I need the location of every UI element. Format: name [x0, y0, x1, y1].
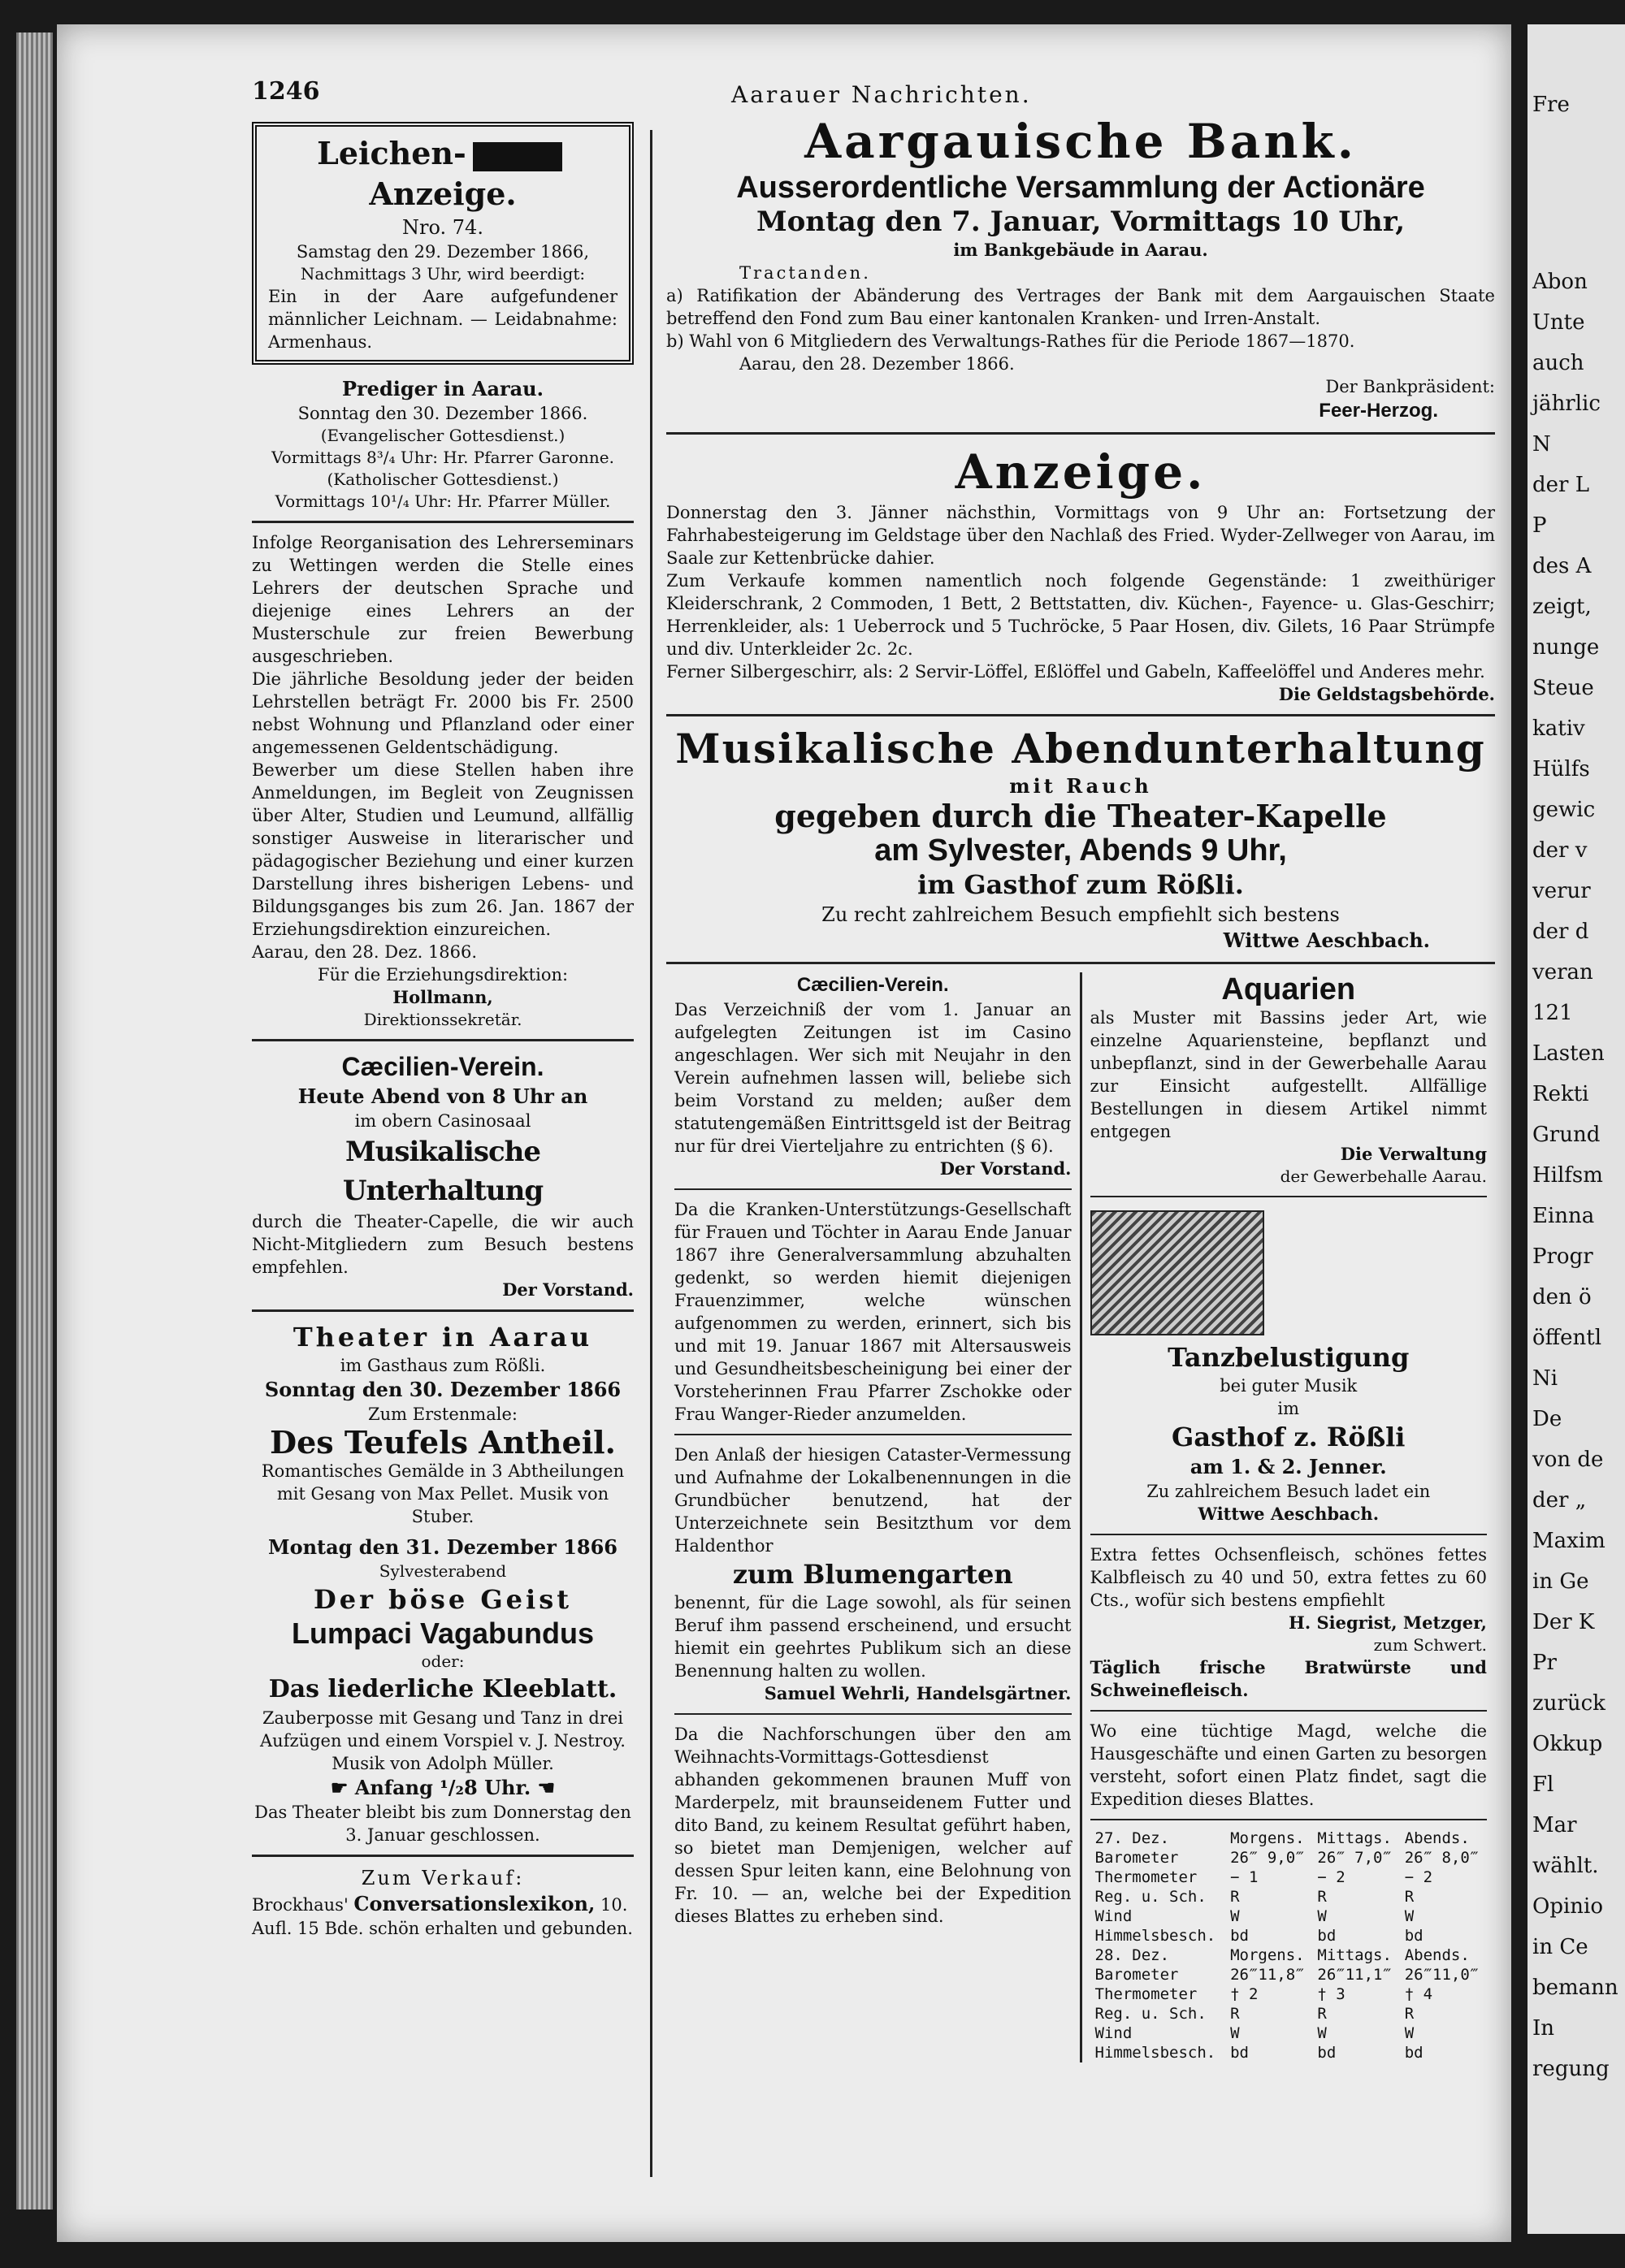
adjacent-page-text: P: [1532, 513, 1547, 538]
weather-col: Morgens.: [1230, 1946, 1305, 1964]
theater-note: Das Theater bleibt bis zum Donnerstag den 3. Januar geschlossen.: [254, 1803, 631, 1845]
weather-cell: Wind: [1094, 2024, 1133, 2042]
adjacent-page-text: zurück: [1532, 1691, 1606, 1716]
auction-title: Anzeige.: [955, 444, 1207, 500]
garden-name: zum Blumengarten: [732, 1559, 1013, 1590]
garden-body2: benennt, für die Lage sowohl, als für seinen Beruf ihm passend erscheinend, und ersucht hiemit ein geehrtes Publikum sich an diese Benennung halten zu wollen.: [674, 1593, 1072, 1681]
caecilien-right-title: Cæcilien-Verein.: [796, 974, 949, 996]
caecilien-left-where: im obern Casinosaal: [354, 1111, 531, 1131]
weather-cell: R: [1317, 1888, 1327, 1906]
aquarien-body: als Muster mit Bassins jeder Art, wie einzelne Aquariensteine, bepflanzt und unbepflanzt, sind in der Gewerbehalle Aarau zur Einsicht aufgestellt. Allfällige Bestellungen in diesem Artikel nimmt entgegen: [1090, 1008, 1487, 1141]
caecilien-left-notice: [252, 1050, 634, 1301]
bank-place-date: Aarau, den 28. Dezember 1866.: [739, 354, 1015, 374]
weather-cell: W: [1317, 1907, 1327, 1925]
weather-row: [1090, 2043, 1488, 2062]
divider: [1090, 1819, 1488, 1820]
weather-cell: 26‴11,1‴: [1317, 1966, 1392, 1984]
theater-eve: Sylvesterabend: [379, 1561, 507, 1581]
dance-line2: im: [1277, 1399, 1300, 1418]
adjacent-page-text: kativ: [1532, 716, 1585, 741]
adjacent-page-text: auch: [1532, 351, 1584, 375]
concert-where: im Gasthof zum Rößli.: [917, 869, 1244, 900]
adjacent-page-text: Opinio: [1532, 1894, 1603, 1919]
seminar-date: Aarau, den 28. Dez. 1866.: [252, 942, 478, 962]
funeral-line: Nachmittags 3 Uhr, wird beerdigt:: [300, 264, 586, 284]
preachers-line: (Katholischer Gottesdienst.): [327, 470, 559, 489]
weather-cell: Barometer: [1094, 1966, 1179, 1984]
theater-first: Zum Erstenmale:: [368, 1405, 518, 1424]
concert-notice: [666, 725, 1495, 954]
adjacent-page-text: Fl: [1532, 1772, 1554, 1797]
butcher-sign: H. Siegrist, Metzger,: [1289, 1612, 1487, 1633]
seminar-notice: [252, 531, 634, 1031]
weather-cell: † 2: [1230, 1985, 1259, 2003]
concert-when: am Sylvester, Abends 9 Uhr,: [874, 833, 1287, 868]
weather-header-row: [1090, 1946, 1488, 1965]
adjacent-page-text: des A: [1532, 554, 1592, 578]
adjacent-page-text: Okkup: [1532, 1732, 1603, 1756]
weather-row: [1090, 1868, 1488, 1887]
weather-cell: bd: [1404, 2044, 1424, 2062]
weather-row: [1090, 1926, 1488, 1946]
concert-with: mit Rauch: [1009, 774, 1152, 798]
theater-play1-desc: Romantisches Gemälde in 3 Abtheilungen mit Gesang von Max Pellet. Musik von Stuber.: [261, 1461, 625, 1526]
adjacent-page-text: Rekti: [1532, 1082, 1589, 1106]
preachers-notice: [252, 376, 634, 513]
theater-play2-desc: Zauberposse mit Gesang und Tanz in drei Aufzügen und einem Vorspiel v. J. Nestroy. Musik von Adolph Müller.: [260, 1708, 626, 1773]
weather-cell: bd: [1230, 2044, 1249, 2062]
weather-row: [1090, 1848, 1488, 1868]
weather-cell: R: [1230, 2005, 1240, 2023]
funeral-title: [268, 133, 618, 214]
divider: [252, 521, 634, 523]
garden-body: Den Anlaß der hiesigen Cataster-Vermessung und Aufnahme der Lokalbenennungen in die Grundbücher benutzend, hat der Unterzeichnete sein Besitzthum vor dem Haldenthor: [674, 1445, 1072, 1556]
concert-title: Musikalische Abendunterhaltung: [675, 725, 1486, 773]
running-title: Aarauer Nachrichten.: [731, 81, 1032, 108]
butcher-sign2: zum Schwert.: [1373, 1635, 1487, 1655]
weather-cell: − 2: [1404, 1868, 1433, 1886]
weather-cell: R: [1230, 1888, 1240, 1906]
divider: [674, 1434, 1072, 1435]
adjacent-page-text: nunge: [1532, 635, 1600, 660]
weather-cell: Wind: [1094, 1907, 1133, 1925]
weather-cell: W: [1317, 2024, 1327, 2042]
weather-cell: 26‴ 7,0‴: [1317, 1849, 1392, 1867]
subcolumn-b: [1080, 972, 1496, 2062]
weather-cell: W: [1230, 1907, 1240, 1925]
aquarien-sign: Die Verwaltung: [1340, 1144, 1487, 1164]
weather-cell: R: [1404, 2005, 1415, 2023]
divider: [666, 432, 1495, 435]
dance-place: Gasthof z. Rößli: [1172, 1422, 1406, 1452]
adjacent-page-text: Pr: [1532, 1651, 1557, 1675]
adjacent-page-text: Grund: [1532, 1123, 1601, 1147]
preachers-line: Vormittags 10¹/₄ Uhr: Hr. Pfarrer Müller.: [275, 491, 611, 511]
adjacent-page-text: veran: [1532, 960, 1593, 985]
weather-cell: − 1: [1230, 1868, 1259, 1886]
adjacent-page-text: gewic: [1532, 798, 1596, 822]
adjacent-page-text: 121: [1532, 1001, 1573, 1025]
adjacent-page-text: der v: [1532, 838, 1588, 863]
weather-cell: Himmelsbesch.: [1094, 1927, 1216, 1945]
weather-cell: Himmelsbesch.: [1094, 2044, 1216, 2062]
theater-or: oder:: [421, 1651, 465, 1671]
theater-date2: Montag den 31. Dezember 1866: [268, 1535, 618, 1559]
mourning-block: [473, 142, 562, 171]
dance-notice: [1090, 1205, 1488, 1454]
adjacent-page-text: Unte: [1532, 310, 1585, 335]
adjacent-page-text: Einna: [1532, 1204, 1595, 1228]
weather-row: [1090, 2023, 1488, 2043]
theater-play1: Des Teufels Antheil.: [270, 1424, 616, 1461]
weather-cell: 26‴11,8‴: [1230, 1966, 1305, 1984]
preachers-date: Sonntag den 30. Dezember 1866.: [297, 404, 588, 423]
funeral-line: Samstag den 29. Dezember 1866,: [296, 242, 590, 262]
adjacent-page-text: In: [1532, 2016, 1555, 2041]
weather-cell: W: [1230, 2024, 1240, 2042]
seminar-role: Direktionssekretär.: [363, 1010, 522, 1029]
adjacent-page-fragment: [1528, 24, 1625, 2234]
theater-start: [252, 1775, 634, 1801]
weather-col: Mittags.: [1317, 1829, 1392, 1847]
weather-cell: bd: [1404, 1927, 1424, 1945]
seminar-paragraph: Infolge Reorganisation des Lehrerseminars zu Wettingen werden die Stelle eines Lehrers der deutschen Sprache und diejenige eines Lehrers an der Musterschule zur freien Bewerbung ausgeschrieben.: [252, 533, 634, 666]
pointing-hand-icon: ☚: [531, 1776, 556, 1799]
funeral-notice: [252, 122, 634, 365]
adjacent-page-text: Hilfsm: [1532, 1163, 1603, 1188]
adjacent-page-text: bemann: [1532, 1976, 1618, 2000]
concert-by: gegeben durch die Theater-Kapelle: [774, 798, 1387, 834]
theater-play2-b: Lumpaci Vagabundus: [291, 1617, 595, 1650]
weather-cell: R: [1317, 2005, 1327, 2023]
caecilien-right-body: Das Verzeichniß der vom 1. Januar an aufgelegten Zeitungen ist im Casino angeschlagen. Wer sich mit Neujahr in den Verein aufnehmen lassen will, beliebe sich beim Vorstand zu melden; außer dem statutengemäßen Eintrittsgeld ist der Beitrag nur für drei Vierteljahre zu entrichten (§ 6).: [674, 1000, 1072, 1156]
weather-cell: Reg. u. Sch.: [1094, 2005, 1207, 2023]
weather-col: Mittags.: [1317, 1946, 1392, 1964]
adjacent-page-text: verur: [1532, 879, 1591, 903]
divider: [674, 1188, 1072, 1190]
weather-cell: † 4: [1404, 1985, 1433, 2003]
auction-notice: [666, 443, 1495, 706]
adjacent-page-text: Maxim: [1532, 1529, 1606, 1553]
concert-sign: Wittwe Aeschbach.: [1223, 928, 1430, 952]
adjacent-page-text: der d: [1532, 920, 1589, 944]
adjacent-page-text: jährlic: [1532, 392, 1601, 416]
aquarien-sign2: der Gewerbehalle Aarau.: [1280, 1166, 1487, 1186]
adjacent-page-text: Mar: [1532, 1813, 1577, 1837]
weather-cell: 26‴ 8,0‴: [1404, 1849, 1480, 1867]
divider: [674, 1713, 1072, 1715]
weather-date: 28. Dez.: [1094, 1946, 1170, 1964]
theater-title: Theater in Aarau: [292, 1322, 593, 1353]
dance-title: Tanzbelustigung: [1168, 1342, 1410, 1373]
adjacent-page-text: Der K: [1532, 1610, 1595, 1634]
caecilien-left-sign: Der Vorstand.: [502, 1279, 634, 1300]
adjacent-page-text: den ö: [1532, 1285, 1592, 1309]
adjacent-page-text: Progr: [1532, 1244, 1593, 1269]
caecilien-right-sign: Der Vorstand.: [939, 1158, 1072, 1179]
weather-col: Abends.: [1404, 1946, 1470, 1964]
dance-invite: Zu zahlreichem Besuch ladet ein: [1146, 1482, 1431, 1501]
auction-p3: Ferner Silbergeschirr, als: 2 Servir-Löffel, Eßlöffel und Gabeln, Kaffeelöffel und Anderes mehr.: [666, 662, 1485, 682]
adjacent-page-text: N: [1532, 432, 1551, 457]
divider: [252, 1855, 634, 1857]
auction-sign: Die Geldstagsbehörde.: [1278, 684, 1495, 704]
weather-cell: bd: [1317, 1927, 1337, 1945]
sale-notice: [252, 1865, 634, 1940]
bank-place: im Bankgebäude in Aarau.: [953, 240, 1208, 260]
bank-date: Montag den 7. Januar, Vormittags 10 Uhr,: [756, 206, 1406, 238]
divider: [666, 962, 1495, 964]
weather-date: 27. Dez.: [1094, 1829, 1170, 1847]
weather-cell: bd: [1317, 2044, 1337, 2062]
divider: [1090, 1710, 1488, 1712]
weather-col: Abends.: [1404, 1829, 1470, 1847]
weather-cell: 26‴ 9,0‴: [1230, 1849, 1305, 1867]
muff-body: Da die Nachforschungen über den am Weihnachts-Vormittags-Gottesdienst abhanden gekommenen braunen Muff von Marderpelz, mit braunseidenem Futter und dito Band, zu keinem Resultat geführt haben, so bietet man Demjenigen, welcher auf dessen Spur leiten kann, eine Belohnung von Fr. 10. — an, welche bei der Expedition dieses Blattes zu erheben sind.: [674, 1725, 1072, 1926]
subcolumn-a: [666, 972, 1080, 2062]
bank-tractanden: Tractanden.: [739, 263, 871, 283]
weather-cell: † 3: [1317, 1985, 1346, 2003]
theater-notice: [252, 1320, 634, 1846]
pointing-hand-icon: ☛: [330, 1776, 355, 1799]
dance-line1: bei guter Musik: [1220, 1376, 1358, 1396]
seminar-signer: Hollmann,: [392, 987, 493, 1007]
column-divider: [650, 130, 652, 2177]
dance-sign: Wittwe Aeschbach.: [1198, 1504, 1380, 1524]
divider: [666, 714, 1495, 716]
theater-play2-a: Der böse Geist: [314, 1584, 572, 1615]
weather-table: [1090, 1829, 1488, 2062]
adjacent-page-text: von de: [1532, 1448, 1604, 1472]
seminar-paragraph: Die jährliche Besoldung jeder der beiden Lehrstellen beträgt Fr. 2000 bis Fr. 2500 nebst Wohnung und Pflanzland oder einer angemessenen Geldentschädigung.: [252, 669, 634, 757]
bank-name: Feer-Herzog.: [1319, 400, 1438, 422]
divider: [252, 1039, 634, 1041]
weather-cell: W: [1404, 1907, 1415, 1925]
bank-title: Aargauische Bank.: [804, 114, 1357, 169]
adjacent-page-text: in Ce: [1532, 1935, 1588, 1959]
sale-text: [252, 1891, 634, 1940]
caecilien-left-body: durch die Theater-Capelle, die wir auch Nicht-Mitgliedern zum Besuch bestens empfehlen.: [252, 1212, 634, 1277]
weather-cell: 26‴11,0‴: [1404, 1966, 1480, 1984]
right-subcolumns: [666, 972, 1495, 2062]
sale-text-b: Conversationslexikon,: [353, 1892, 596, 1915]
weather-cell: − 2: [1317, 1868, 1346, 1886]
auction-p1: Donnerstag den 3. Jänner nächsthin, Vormittags von 9 Uhr an: Fortsetzung der Fahrhabesteigerung im Geldstage über den Nachlaß des Fried. Wyder-Zellweger von Aarau, im Saale zur Kettenbrücke dahier.: [666, 503, 1495, 568]
sale-text-c: 10. Aufl. 15 Bde. schön erhalten und gebunden.: [252, 1895, 633, 1938]
adjacent-page-text: zeigt,: [1532, 595, 1592, 619]
seminar-for: Für die Erziehungsdirektion:: [317, 965, 569, 985]
weather-cell: Thermometer: [1094, 1985, 1198, 2003]
bank-president: Der Bankpräsident:: [1325, 377, 1495, 396]
funeral-number: Nro. 74.: [402, 216, 483, 239]
dance-dates: am 1. & 2. Jenner.: [1190, 1455, 1387, 1478]
adjacent-page-text: Fre: [1532, 93, 1570, 117]
adjacent-page-text: öffentl: [1532, 1326, 1602, 1350]
funeral-title-right: Anzeige.: [369, 175, 517, 212]
weather-header-row: [1090, 1829, 1488, 1848]
adjacent-page-text: regung: [1532, 2057, 1610, 2081]
dancers-illustration: [1090, 1210, 1264, 1335]
bank-notice: [666, 112, 1495, 424]
garden-sign: Samuel Wehrli, Handelsgärtner.: [764, 1683, 1072, 1703]
preachers-line: Vormittags 8³/₄ Uhr: Hr. Pfarrer Garonne.: [271, 448, 614, 467]
page-number: 1246: [252, 77, 320, 106]
caecilien-left-headline: Musikalische Unterhaltung: [342, 1136, 544, 1207]
adjacent-page-text: Steue: [1532, 676, 1594, 700]
divider: [252, 1309, 634, 1312]
book-page-edge: [16, 32, 53, 2210]
aquarien-title: Aquarien: [1221, 972, 1356, 1006]
divider: [1090, 1196, 1488, 1197]
adjacent-page-text: Abon: [1532, 270, 1588, 294]
adjacent-page-text: Lasten: [1532, 1041, 1605, 1066]
kranken-body: Da die Kranken-Unterstützungs-Gesellschaft für Frauen und Töchter in Aarau Ende Januar 1867 ihre Generalversammlung abzuhalten gedenkt, so werden hiemit diejenigen Frauenzimmer, welche wünschen aufgenommen zu werden, erinnert, sich bis und mit 19. Januar 1867 mit Altersausweis und Gesundheitsbescheinigung bei einer der Vorsteherinnen Frau Pfarrer Zschokke oder Frau Wanger-Rieder anzumelden.: [674, 1200, 1072, 1424]
adjacent-page-text: De: [1532, 1407, 1562, 1431]
weather-cell: W: [1404, 2024, 1415, 2042]
butcher-daily: Täglich frische Bratwürste und Schweinefleisch.: [1090, 1657, 1487, 1700]
weather-cell: R: [1404, 1888, 1415, 1906]
funeral-line: Ein in der Aare aufgefundener männlicher Leichnam. — Leidabnahme: Armenhaus.: [268, 287, 618, 352]
divider: [1090, 1534, 1488, 1535]
weather-row: [1090, 1965, 1488, 1984]
adjacent-page-text: in Ge: [1532, 1569, 1589, 1594]
preachers-title: Prediger in Aarau.: [341, 377, 544, 400]
adjacent-page-text: wählt.: [1532, 1854, 1599, 1878]
weather-row: [1090, 1887, 1488, 1907]
bank-item-b: b) Wahl von 6 Mitgliedern des Verwaltungs-Rathes für die Periode 1867—1870.: [666, 331, 1355, 351]
adjacent-page-text: der L: [1532, 473, 1589, 497]
preachers-line: (Evangelischer Gottesdienst.): [320, 426, 566, 445]
theater-venue: im Gasthaus zum Rößli.: [340, 1356, 546, 1375]
auction-p2: Zum Verkaufe kommen namentlich noch folgende Gegenstände: 1 zweithüriger Kleiderschrank, 2 Commoden, 1 Bett, 2 Bettstatten, div. Küchen-, Fayence- u. Glas-Geschirr; Herrenkleider, als: 1 Ueberrock und 5 Tuchröcke, 5 Paar Hosen, div. Gilets, 16 Paar Strümpfe und div. Unterkleider 2c. 2c.: [666, 571, 1495, 659]
adjacent-page-text: Hülfs: [1532, 757, 1590, 781]
concert-invite: Zu recht zahlreichem Besuch empfiehlt sich bestens: [821, 903, 1340, 926]
right-column: [666, 73, 1495, 2062]
weather-cell: Barometer: [1094, 1849, 1179, 1867]
theater-play2-c: Das liederliche Kleeblatt.: [268, 1675, 618, 1703]
caecilien-left-when: Heute Abend von 8 Uhr an: [297, 1084, 588, 1108]
bank-subtitle: Ausserordentliche Versammlung der Actionäre: [736, 171, 1425, 205]
sale-text-a: Brockhaus': [252, 1895, 349, 1915]
weather-col: Morgens.: [1230, 1829, 1305, 1847]
theater-date1: Sonntag den 30. Dezember 1866: [264, 1378, 622, 1401]
weather-cell: Reg. u. Sch.: [1094, 1888, 1207, 1906]
weather-row: [1090, 2004, 1488, 2023]
funeral-title-left: Leichen-: [317, 135, 466, 171]
weather-cell: Thermometer: [1094, 1868, 1198, 1886]
weather-row: [1090, 1907, 1488, 1926]
left-column: [252, 73, 634, 1940]
bank-item-a: a) Ratifikation der Abänderung des Vertrages der Bank mit dem Aargauischen Staate betreffend den Fond zum Bau einer kantonalen Kranken- und Irren-Anstalt.: [666, 286, 1495, 328]
adjacent-page-text: Ni: [1532, 1366, 1558, 1391]
seminar-paragraph: Bewerber um diese Stellen haben ihre Anmeldungen, im Begleit von Zeugnissen über Alter, Studien und Leumund, allfällig sonstiger Ausweise in literarischer und pädagogischer Beziehung und einer kurzen Darstellung ihres bisherigen Lebens- und Bildungsganges bis zum 26. Jan. 1867 der Erziehungsdirektion einzureichen.: [252, 760, 634, 939]
weather-cell: bd: [1230, 1927, 1249, 1945]
theater-start-text: Anfang ¹/₂8 Uhr.: [354, 1776, 531, 1799]
caecilien-left-title: Cæcilien-Verein.: [341, 1052, 544, 1081]
maid-body: Wo eine tüchtige Magd, welche die Hausgeschäfte und einen Garten zu besorgen versteht, sofort einen Platz findet, sagt die Expedition dieses Blattes.: [1090, 1721, 1487, 1809]
adjacent-page-text: der „: [1532, 1488, 1587, 1513]
weather-row: [1090, 1984, 1488, 2004]
butcher-body: Extra fettes Ochsenfleisch, schönes fettes Kalbfleisch zu 40 und 50, extra fettes zu 60 Cts., wofür sich bestens empfiehlt: [1090, 1545, 1487, 1610]
sale-title: Zum Verkauf:: [361, 1867, 525, 1889]
